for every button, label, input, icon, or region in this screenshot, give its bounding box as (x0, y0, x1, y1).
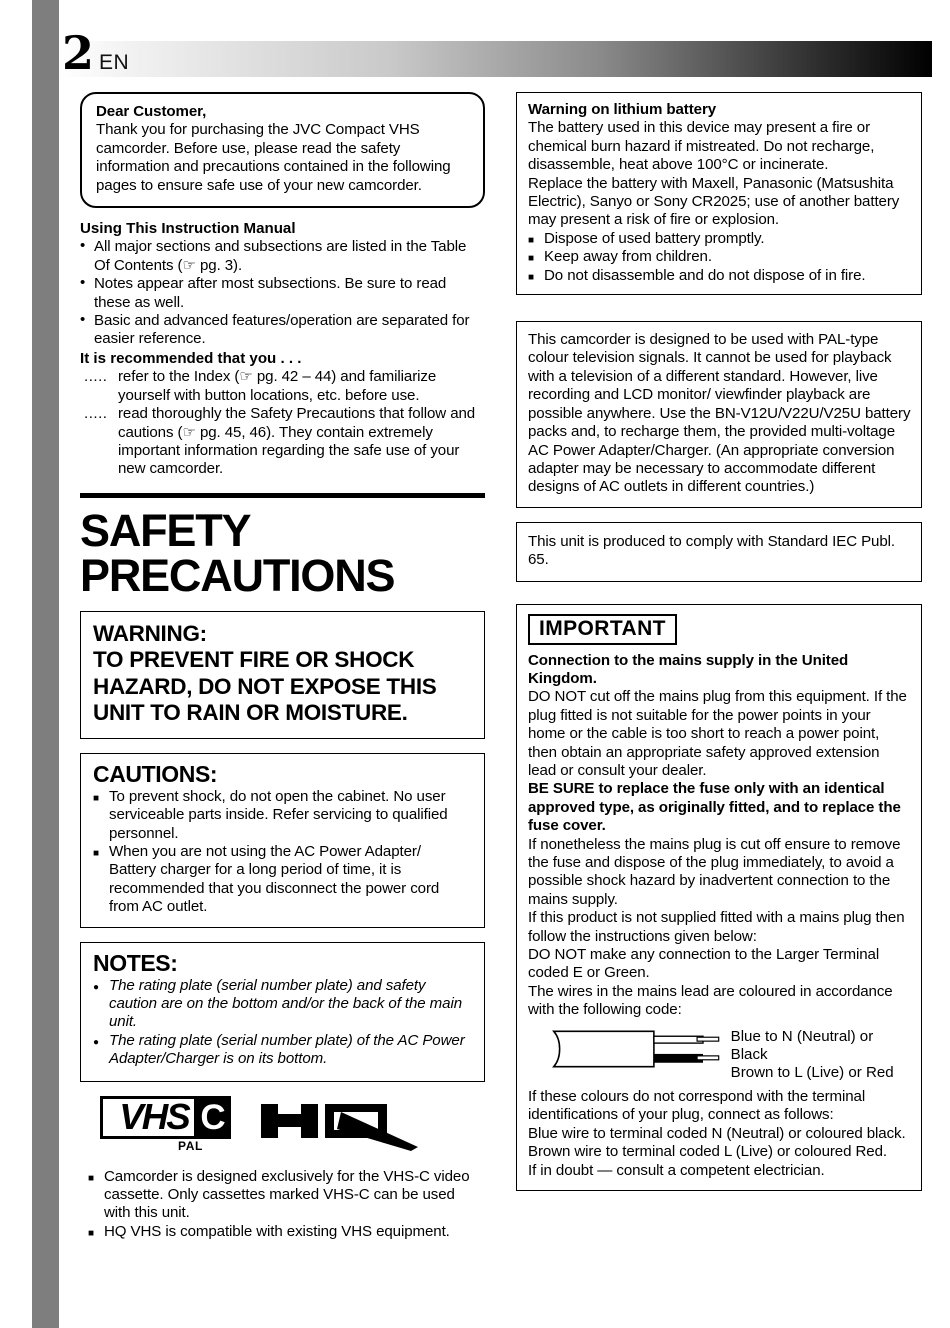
page-spine-bar (32, 0, 59, 1328)
recommended-item (80, 368, 485, 405)
cautions-box (80, 753, 485, 928)
list-item: ■ Camcorder is designed exclusively for the VHS-C video cassette. Only cassettes marked VHS-C can be used with this unit. (88, 1168, 485, 1223)
lithium-paragraph-2: Replace the battery with Maxell, Panasonic (Matsushita Electric), Sanyo or Sony CR2025; use of another battery may present a risk of fire or explosion. (528, 174, 900, 229)
cutoff-paragraph: If nonetheless the mains plug is cut off ensure to remove the fuse and dispose of the plug immediately, to avoid a possible shock hazard by inadvertent connection to the mains supply. (528, 835, 901, 908)
lithium-bullets (528, 230, 911, 285)
dear-customer-title: Dear Customer, (96, 103, 207, 120)
page-folio (62, 26, 130, 80)
do-not-larger-rest: make any connection to the Larger Terminal coded E or Green. (528, 946, 880, 982)
format-logos (100, 1096, 485, 1158)
using-manual-heading: Using This Instruction Manual (80, 220, 296, 238)
warning-box (80, 611, 485, 739)
page-title-line2: PRECAUTIONS (80, 549, 395, 601)
vhs-logo-text: VHS (119, 1095, 189, 1137)
hq-logo-icon (261, 1096, 421, 1154)
pal-label: PAL (178, 1138, 203, 1153)
cautions-heading: CAUTIONS: (93, 760, 218, 787)
notes-heading: NOTES: (93, 949, 178, 976)
language-code: EN (99, 51, 130, 74)
leader-dots: ..... (84, 368, 108, 386)
notes-list (93, 977, 472, 1069)
lithium-paragraph-1: The battery used in this device may present a fire or chemical burn hazard if mistreated. Do not recharge, disassemble, heat above 100°C or incinerate. (528, 119, 875, 174)
important-tag: IMPORTANT (528, 614, 677, 645)
c-logo-text: C (200, 1097, 225, 1137)
recommended-item (80, 405, 485, 479)
vhs-c-logo-icon (100, 1096, 231, 1154)
recommended-item-text: read thoroughly the Safety Precautions that follow and cautions (☞ pg. 45, 46). They contain extremely important information regarding the safe use of your new camcorder. (118, 405, 476, 478)
recommended-heading: It is recommended that you . . . (80, 349, 302, 367)
wire-label-blue: Blue to N (Neutral) or Black (730, 1027, 874, 1064)
warning-label: WARNING: (93, 620, 207, 646)
list-item: • Basic and advanced features/operation are separated for easier reference. (80, 312, 485, 349)
list-item: ■ When you are not using the AC Power Adapter/ Battery charger for a long period of time, it is recommended that you disconnect the power cord from AC outlet. (93, 843, 472, 917)
dear-customer-body: Thank you for purchasing the JVC Compact VHS camcorder. Before use, please read the safety information and precautions contained in the following pages to ensure safe use of your new camcorder. (96, 121, 451, 194)
logo-notes-list (88, 1168, 485, 1242)
list-item: ● The rating plate (serial number plate) and safety caution are on the bottom and/or the back of the main unit. (93, 977, 472, 1032)
cautions-list (93, 788, 472, 917)
page-number: 2 (62, 26, 94, 80)
list-item: ■ To prevent shock, do not open the cabinet. No user serviceable parts inside. Refer servicing to qualified personnel. (93, 788, 472, 843)
list-item: ■ Do not disassemble and do not dispose of in fire. (528, 267, 911, 285)
do-not-cutoff-rest: If the plug fitted is not suitable for the power points in your home or the cable is too short to reach a power point, then obtain an appropriate safety approved extension lead or consult your dealer. (528, 688, 907, 779)
list-item: ● The rating plate (serial number plate) of the AC Power Adapter/Charger is on its bottom. (93, 1032, 472, 1069)
wire-label-brown: Brown to L (Live) or Red (730, 1064, 894, 1082)
pal-standard-box (516, 321, 922, 508)
iec-compliance-text: This unit is produced to comply with Standard IEC Publ. 65. (528, 532, 895, 569)
important-box (516, 604, 922, 1191)
not-fitted-paragraph: If this product is not supplied fitted with a mains plug then follow the instructions given below: (528, 909, 905, 945)
page-title-line1: SAFETY (80, 504, 251, 556)
wire-colour-labels (731, 1027, 911, 1083)
brown-wire-paragraph: Brown wire to terminal coded L (Live) or coloured Red. (528, 1143, 887, 1161)
recommended-item-text: refer to the Index (☞ pg. 42 – 44) and familiarize yourself with button locations, etc. before use. (118, 368, 437, 404)
list-item: ■ Keep away from children. (528, 248, 911, 266)
pal-standard-text: This camcorder is designed to be used with PAL-type colour television signals. It cannot be used for playback with a television of a different standard. However, live recording and LCD monitor/ viewfinder playback are possible anywhere. Use the BN-V12U/V22U/V25U battery packs and, to recharge them, the provided multi-voltage AC Power Adapter/Charger. (An appropriate conversion adapter may be necessary to accommodate different designs of AC outlets in different countries.) (528, 331, 911, 496)
do-not-cutoff-paragraph (528, 688, 911, 780)
leader-dots: ..... (84, 405, 108, 423)
do-not-cutoff-bold: DO NOT cut off the mains plug from this equipment. (528, 688, 870, 706)
section-divider (80, 493, 485, 498)
mains-cable-icon (540, 1027, 723, 1071)
list-item: • Notes appear after most subsections. Be sure to read these as well. (80, 275, 485, 312)
dear-customer-box (80, 92, 485, 208)
iec-compliance-box (516, 522, 922, 582)
notes-box (80, 942, 485, 1082)
be-sure-paragraph: BE SURE to replace the fuse only with an identical approved type, as originally fitted, and to replace the fuse cover. (528, 780, 901, 835)
right-column (516, 92, 922, 1203)
important-subheading: Connection to the mains supply in the United Kingdom. (528, 651, 849, 687)
do-not-larger-bold: DO NOT (528, 946, 586, 964)
do-not-larger-terminal-paragraph (528, 946, 911, 983)
lithium-battery-box (516, 92, 922, 295)
left-column (80, 92, 485, 1241)
in-doubt-paragraph: If in doubt — consult a competent electrician. (528, 1161, 825, 1179)
wires-colour-paragraph: The wires in the mains lead are coloured in accordance with the following code: (528, 982, 893, 1019)
list-item: ■ Dispose of used battery promptly. (528, 230, 911, 248)
header-gradient-bar (59, 41, 932, 77)
list-item: • All major sections and subsections are listed in the Table Of Contents (☞ pg. 3). (80, 238, 485, 275)
wire-colour-diagram (540, 1027, 911, 1083)
no-correspond-paragraph: If these colours do not correspond with the terminal identifications of your plug, connect as follows: (528, 1087, 866, 1124)
using-manual-bullets (80, 238, 485, 348)
page-title (80, 504, 485, 601)
blue-wire-paragraph: Blue wire to terminal coded N (Neutral) or coloured black. (528, 1124, 906, 1142)
warning-text: TO PREVENT FIRE OR SHOCK HAZARD, DO NOT EXPOSE THIS UNIT TO RAIN OR MOISTURE. (93, 647, 437, 726)
list-item: ■ HQ VHS is compatible with existing VHS equipment. (88, 1223, 485, 1241)
lithium-heading: Warning on lithium battery (528, 101, 717, 118)
using-manual-section (80, 220, 485, 479)
